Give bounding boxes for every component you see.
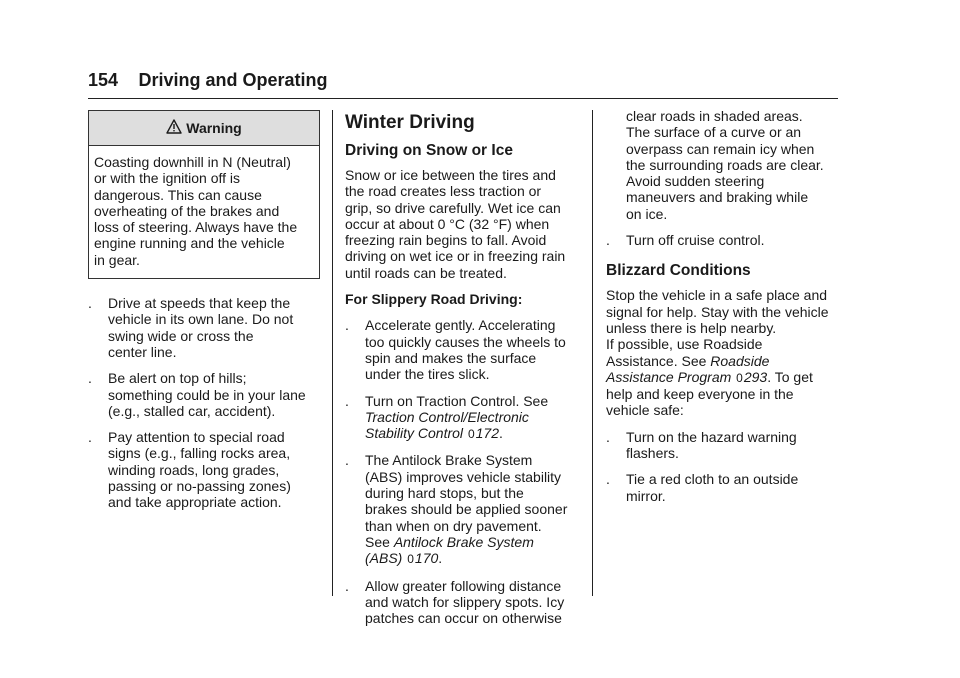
list-line: (e.g., stalled car, accident). [108, 402, 276, 419]
list-line: clear roads in shaded areas. [626, 108, 803, 124]
roadside-link[interactable]: Roadside [710, 352, 770, 369]
traction-page-ref[interactable]: 172 [475, 425, 499, 442]
list-line: Avoid sudden steering [626, 173, 765, 190]
paragraph-line: unless there is help nearby. [606, 319, 777, 336]
see-text: See [365, 533, 390, 550]
slippery-road-label: For Slippery Road Driving: [345, 291, 523, 308]
list-line: flashers. [626, 445, 679, 462]
list-item: . The Antilock Brake System (ABS) improves vehicle stability during hard stops, but the brakes should be applied sooner than when on dry pavement. See Antilock Brake System (ABS) 0170. [345, 452, 580, 567]
list-line: passing or no-passing zones) [108, 478, 291, 495]
column-3 [606, 108, 841, 514]
driving-tips-list [88, 295, 320, 511]
slippery-road-list [345, 317, 580, 626]
list-line: winding roads, long grades, [108, 461, 280, 478]
list-line: Turn on Traction Control. See [365, 392, 549, 409]
warning-title: Warning [186, 119, 242, 136]
paragraph-line: If possible, use Roadside [606, 336, 763, 353]
blizzard-list [606, 429, 841, 504]
list-line: the surrounding roads are clear. [626, 156, 824, 173]
paragraph-line: the road creates less traction or [345, 183, 542, 200]
list-line: The surface of a curve or an [626, 124, 802, 141]
list-line: maneuvers and braking while [626, 189, 809, 206]
cruise-list [606, 232, 841, 248]
stability-control-link[interactable]: Stability Control [365, 425, 464, 442]
list-item [88, 370, 320, 419]
bullet-marker: . [345, 317, 349, 334]
list-line: patches can occur on otherwise [365, 610, 562, 627]
page-ref-arrow-icon: 0 [467, 427, 475, 442]
paragraph-line: Stop the vehicle in a safe place and [606, 287, 828, 304]
continued-list-item [606, 108, 841, 222]
list-line: Pay attention to special road [108, 429, 285, 446]
section-title: Winter Driving [345, 112, 475, 133]
warning-line: dangerous. This can cause [94, 186, 262, 203]
bullet-marker: . [88, 295, 92, 312]
list-line: center line. [108, 343, 177, 360]
bullet-marker: . [345, 577, 349, 594]
warning-triangle-icon [166, 119, 186, 137]
list-line: Turn on the hazard warning [626, 428, 797, 445]
paragraph-line: Snow or ice between the tires and [345, 167, 556, 183]
list-line: too quickly causes the wheels to [365, 333, 566, 350]
list-item [88, 295, 320, 360]
bullet-marker: . [345, 392, 349, 409]
paragraph-line: help and keep everyone in the [606, 386, 794, 403]
list-line: and take appropriate action. [108, 494, 282, 511]
paragraph-text: Assistance. See [606, 352, 707, 369]
chapter-title: Driving and Operating [138, 70, 328, 90]
warning-line: engine running and the vehicle [94, 235, 285, 252]
paragraph-line: freezing rain begins to fall. Avoid [345, 232, 547, 249]
paragraph-line: signal for help. Stay with the vehicle [606, 303, 829, 320]
list-line: Be alert on top of hills; [108, 370, 247, 387]
traction-control-link[interactable]: Traction Control/Electronic [365, 408, 529, 425]
warning-line: in gear. [94, 251, 140, 268]
bullet-marker: . [345, 452, 349, 469]
list-line: mirror. [626, 487, 666, 504]
abs-page-ref[interactable]: 170 [414, 550, 439, 567]
paragraph-line: occur at about 0 °C (32 °F) when [345, 215, 550, 232]
paragraph-line: grip, so drive carefully. Wet ice can [345, 199, 561, 216]
paragraph-text: . To get [767, 368, 813, 385]
warning-body [89, 146, 319, 278]
abs-link-cont[interactable]: (ABS) [365, 550, 403, 567]
paragraph-line: until roads can be treated. [345, 264, 507, 281]
warning-line: overheating of the brakes and [94, 202, 280, 219]
list-line: during hard stops, but the [365, 485, 524, 502]
roadside-page-ref[interactable]: 293 [743, 368, 768, 385]
list-line: Allow greater following distance [365, 577, 562, 594]
list-line: on ice. [626, 205, 668, 222]
list-item [345, 578, 580, 627]
list-item: . Turn on Traction Control. See Traction Control/Electronic Stability Control 0172. [345, 393, 580, 443]
list-line: something could be in your lane [108, 386, 306, 403]
list-line: swing wide or cross the [108, 327, 254, 344]
list-item [606, 232, 841, 248]
list-line: Accelerate gently. Accelerating [365, 317, 556, 334]
page-number: 154 [88, 70, 119, 90]
roadside-paragraph [606, 336, 841, 418]
warning-line: Coasting downhill in N (Neutral) [94, 154, 291, 170]
list-line: Turn off cruise control. [626, 232, 765, 249]
blizzard-paragraph [606, 287, 841, 336]
list-line: spin and makes the surface [365, 349, 537, 366]
column-2 [345, 110, 580, 636]
snow-paragraph [345, 167, 580, 281]
list-line: (ABS) improves vehicle stability [365, 468, 562, 485]
roadside-link-cont[interactable]: Assistance Program [606, 368, 732, 385]
list-item [606, 429, 841, 462]
list-item [606, 471, 841, 504]
warning-line: or with the ignition off is [94, 170, 241, 187]
bullet-marker: . [606, 471, 610, 488]
list-line: Drive at speeds that keep the [108, 295, 291, 312]
warning-box [88, 110, 320, 279]
subsection-title-snow: Driving on Snow or Ice [345, 142, 513, 159]
paragraph-line: driving on wet ice or in freezing rain [345, 248, 566, 265]
list-line: brakes should be applied sooner [365, 501, 568, 518]
column-divider-1 [332, 110, 333, 596]
list-line: vehicle in its own lane. Do not [108, 311, 294, 328]
page-header [88, 70, 838, 91]
column-1 [88, 110, 320, 521]
bullet-marker: . [88, 429, 92, 446]
list-line: under the tires slick. [365, 366, 490, 383]
list-line: than when on dry pavement. [365, 517, 542, 534]
abs-link[interactable]: Antilock Brake System [393, 533, 534, 550]
list-line: The Antilock Brake System [365, 452, 533, 469]
bullet-marker: . [606, 428, 610, 445]
subsection-title-blizzard: Blizzard Conditions [606, 262, 751, 280]
list-item [88, 429, 320, 510]
page-ref-arrow-icon: 0 [407, 552, 414, 567]
list-item [345, 317, 580, 382]
warning-header [89, 111, 319, 146]
header-rule [88, 98, 838, 99]
column-divider-2 [592, 110, 593, 596]
list-line: overpass can remain icy when [626, 140, 815, 157]
list-line: and watch for slippery spots. Icy [365, 593, 565, 610]
warning-line: loss of steering. Always have the [94, 219, 298, 236]
bullet-marker: . [606, 232, 610, 249]
paragraph-line: vehicle safe: [606, 402, 684, 419]
list-line: Tie a red cloth to an outside [626, 471, 799, 488]
page-ref-arrow-icon: 0 [736, 370, 743, 385]
bullet-marker: . [88, 370, 92, 387]
list-line: signs (e.g., falling rocks area, [108, 445, 291, 462]
